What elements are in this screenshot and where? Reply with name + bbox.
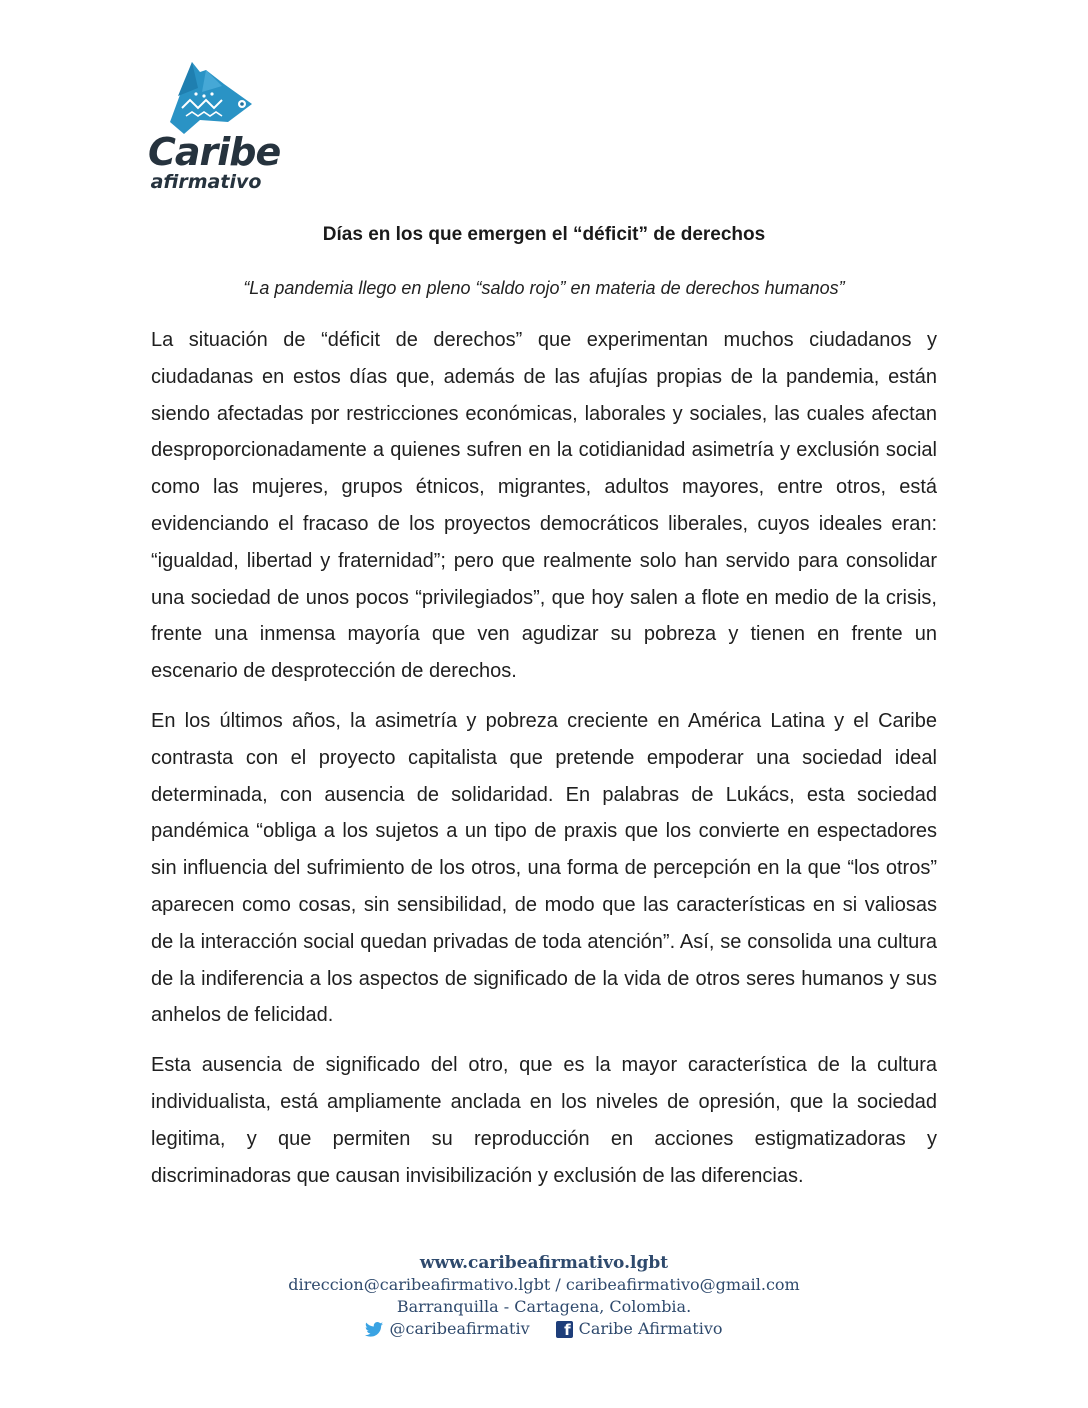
twitter-link[interactable] — [365, 1318, 529, 1340]
contact-footer — [150, 1252, 938, 1340]
twitter-bird-icon — [365, 1322, 383, 1337]
logo-text-line2: afirmativo — [150, 171, 262, 193]
organization-logo — [148, 60, 281, 200]
website-link[interactable]: www.caribeafirmativo.lgbt — [419, 1253, 669, 1273]
email-addresses[interactable]: direccion@caribeafirmativo.lgbt / caribeafirmativo@gmail.com — [288, 1275, 800, 1294]
social-links — [150, 1318, 938, 1340]
paragraph: La situación de “déficit de derechos” que experimentan muchos ciudadanos y ciudadanas en estos días que, además de las afujías propias de la pandemia, están siendo afectadas por restricciones económicas, laborales y sociales, las cuales afectan desproporcionadamente a quienes sufren en la cotidianidad asimetría y exclusión social como las mujeres, grupos étnicos, migrantes, adultos mayores, entre otros, está evidenciando el fracaso de los proyectos democráticos liberales, cuyos ideales eran: “igualdad, libertad y fraternidad”; pero que realmente solo han servido para consolidar una sociedad de unos pocos “privilegiados”, que hoy salen a flote en medio de la crisis, frente una inmensa mayoría que ven agudizar su pobreza y tienen en frente un escenario de desprotección de derechos. — [151, 329, 937, 683]
twitter-handle: @caribeafirmativ — [389, 1319, 530, 1338]
paragraph: Esta ausencia de significado del otro, que es la mayor característica de la cultura individualista, está ampliamente anclada en los niveles de opresión, que la sociedad legitima, y que permiten su reproducción en acciones estigmatizadoras y discriminadoras que causan invisibilización y exclusión de las diferencias. — [151, 1054, 937, 1187]
location-text: Barranquilla - Cartagena, Colombia. — [396, 1297, 692, 1316]
document-title: Días en los que emergen el “déficit” de derechos — [322, 224, 766, 245]
facebook-page-name: Caribe Afirmativo — [578, 1319, 723, 1338]
document-subtitle: “La pandemia llego en pleno “saldo rojo” en materia de derechos humanos” — [243, 278, 845, 298]
document-body — [151, 322, 937, 1207]
facebook-icon: f — [556, 1321, 573, 1338]
logo-text-line1: Caribe — [148, 130, 281, 174]
paragraph: En los últimos años, la asimetría y pobreza creciente en América Latina y el Caribe contrasta con el proyecto capitalista que pretende empoderar una sociedad ideal determinada, con ausencia de solidaridad. En palabras de Lukács, esta sociedad pandémica “obliga a los sujetos a un tipo de praxis que los convierte en espectadores sin influencia del sufrimiento de los otros, una forma de percepción en la que “los otros” aparecen como cosas, sin sensibilidad, de modo que las características en si valiosas de la interacción social quedan privadas de toda atención”. Así, se consolida una cultura de la indiferencia a los aspectos de significado de la vida de otros seres humanos y sus anhelos de felicidad. — [151, 709, 937, 1027]
facebook-link[interactable] — [556, 1318, 723, 1340]
fish-icon — [162, 60, 258, 136]
logo-wordmark — [148, 130, 281, 193]
